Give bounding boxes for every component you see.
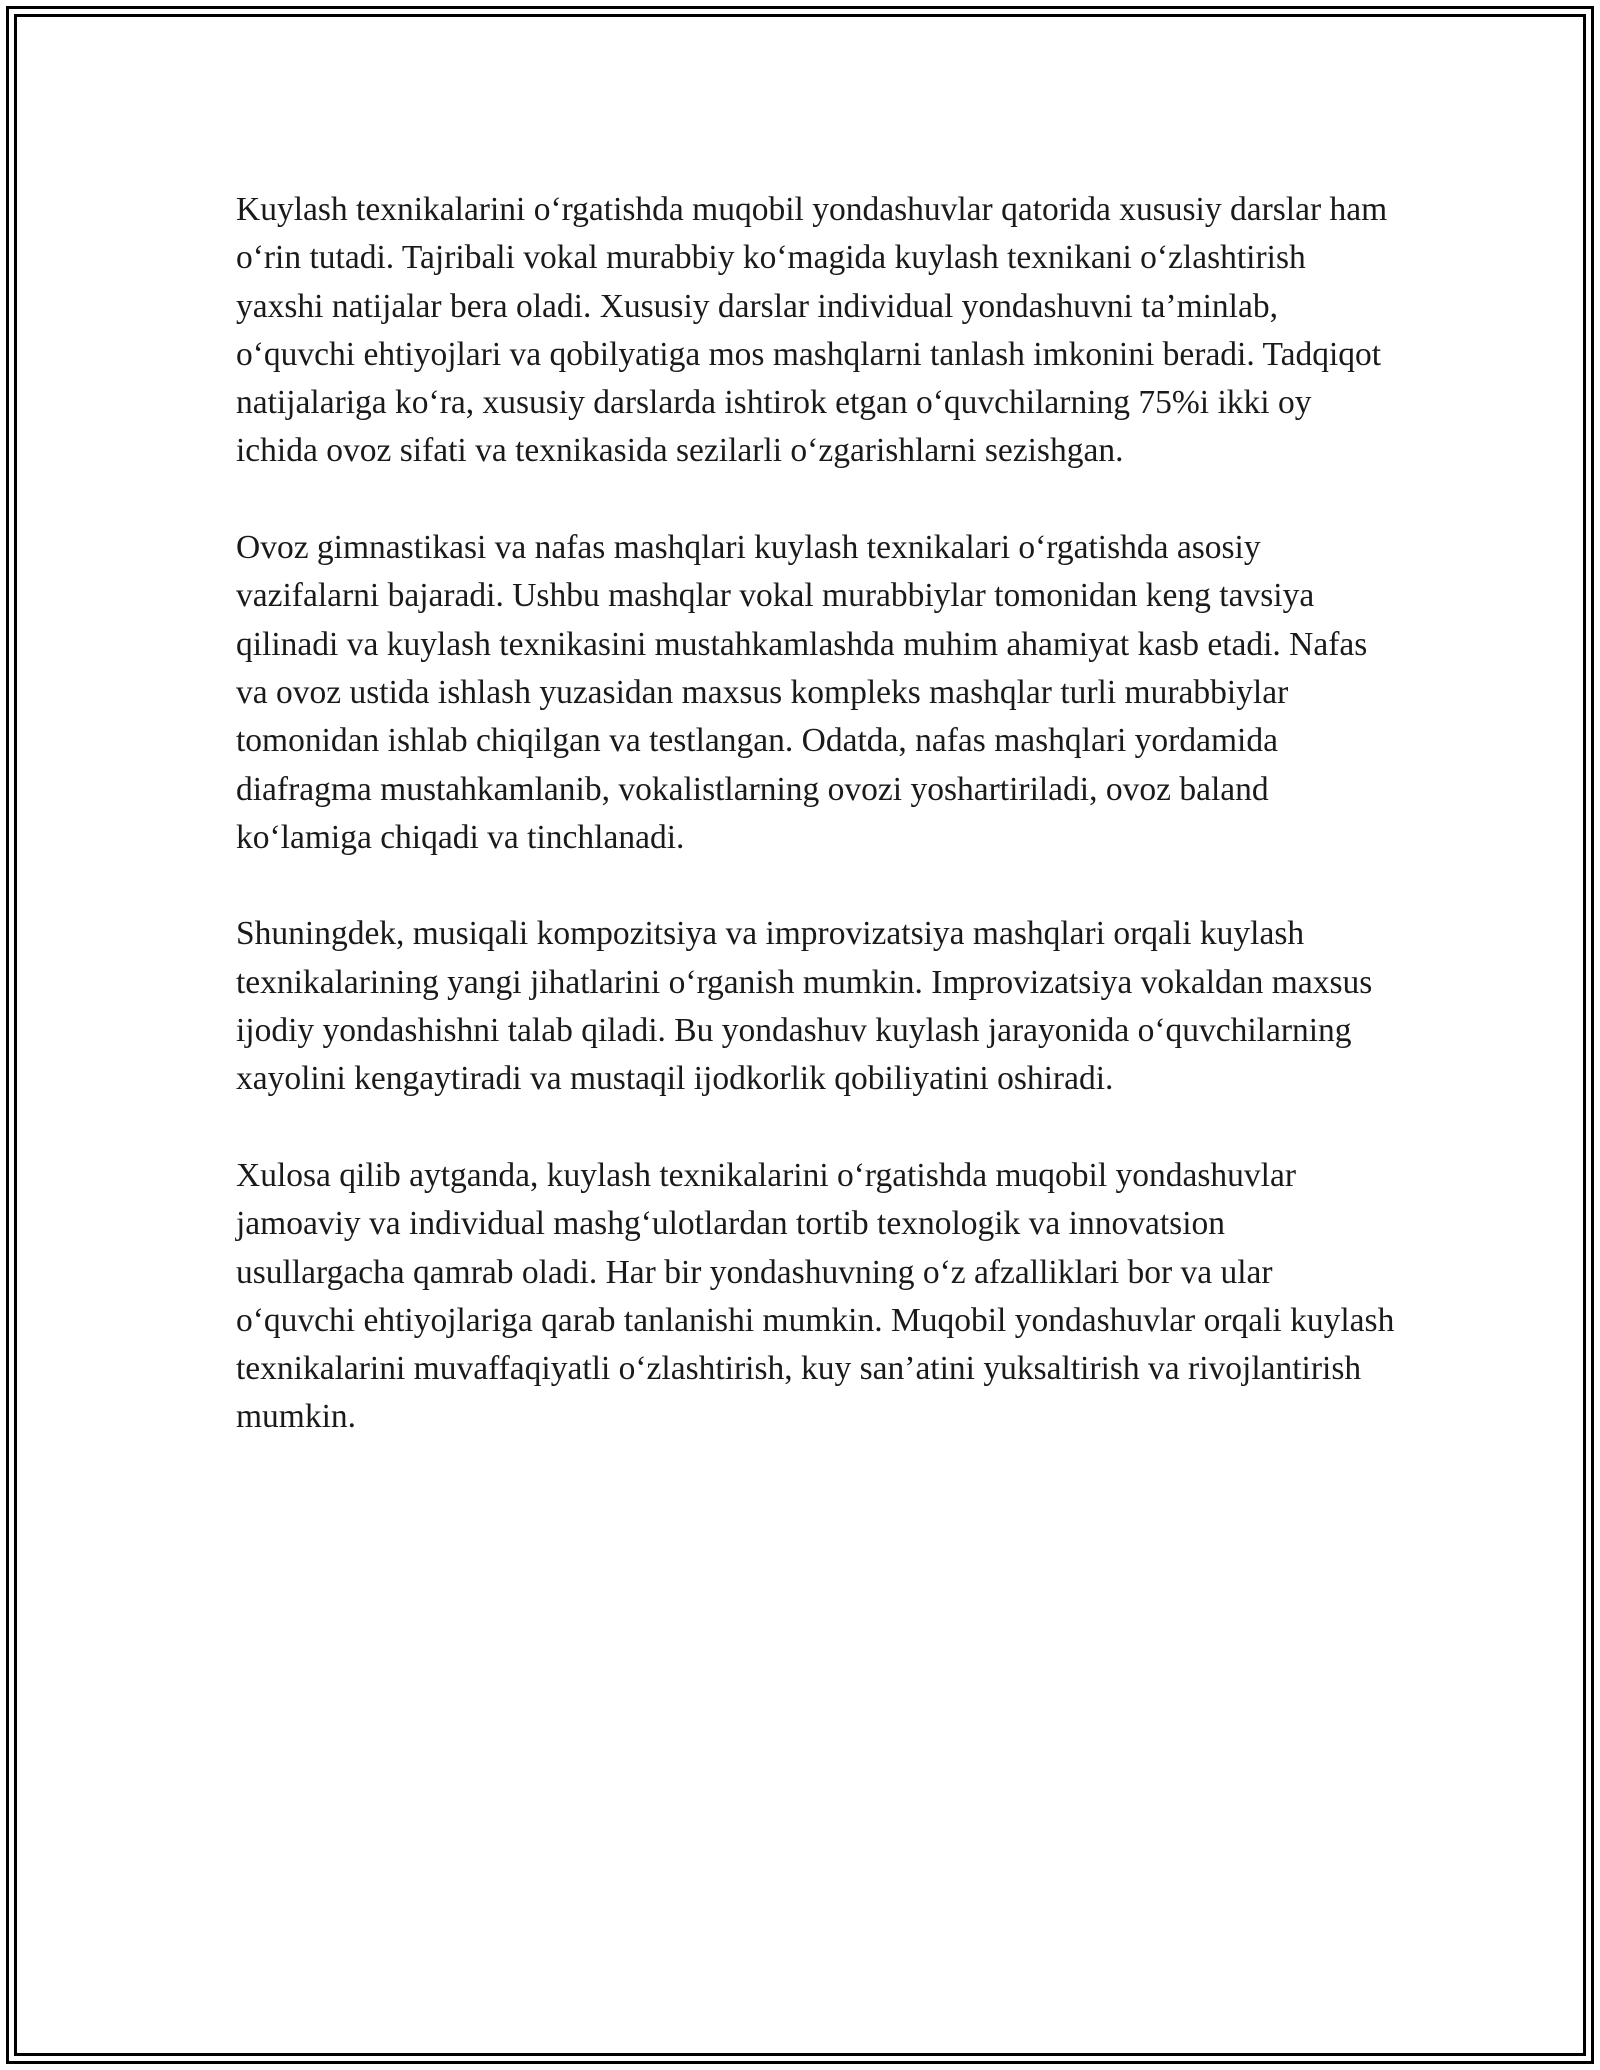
paragraph-breathing-exercises: Ovoz gimnastikasi va nafas mashqlari kuylash texnikalari o‘rgatishda asosiy vazifalarni bajaradi. Ushbu mashqlar vokal murabbiylar tomonidan keng tavsiya qilinadi va kuylash texnikasini mustahkamlashda muhim ahamiyat kasb etadi. Nafas va ovoz ustida ishlash yuzasidan maxsus kompleks mashqlar turli murabbiylar tomonidan ishlab chiqilgan va testlangan. Odatda, nafas mashqlari yordamida diafragma mustahkamlanib, vokalistlarning ovozi yoshartiriladi, ovoz baland ko‘lamiga chiqadi va tinchlanadi.	[236, 529, 1368, 856]
paragraph-improvisation: Shuningdek, musiqali kompozitsiya va improvizatsiya mashqlari orqali kuylash texnikalarining yangi jihatlarini o‘rganish mumkin. Improvizatsiya vokaldan maxsus ijodiy yondashishni talab qiladi. Bu yondashuv kuylash jarayonida o‘quvchilarning xayolini kengaytiradi va mustaqil ijodkorlik qobiliyatini oshiradi.	[236, 915, 1373, 1098]
document-body	[236, 186, 1396, 1490]
paragraph-private-lessons: Kuylash texnikalarini o‘rgatishda muqobil yondashuvlar qatorida xususiy darslar ham o‘rin tutadi. Tajribali vokal murabbiy ko‘magida kuylash texnikani o‘zlashtirish yaxshi natijalar bera oladi. Xususiy darslar individual yondashuvni ta’minlab, o‘quvchi ehtiyojlari va qobilyatiga mos mashqlarni tanlash imkonini beradi. Tadqiqot natijalariga ko‘ra, xususiy darslarda ishtirok etgan o‘quvchilarning 75%i ikki oy ichida ovoz sifati va texnikasida sezilarli o‘zgarishlarni sezishgan.	[236, 191, 1388, 470]
paragraph-conclusion: Xulosa qilib aytganda, kuylash texnikalarini o‘rgatishda muqobil yondashuvlar jamoaviy va individual mashg‘ulotlardan tortib texnologik va innovatsion usullargacha qamrab oladi. Har bir yondashuvning o‘z afzalliklari bor va ular o‘quvchi ehtiyojlariga qarab tanlanishi mumkin. Muqobil yondashuvlar orqali kuylash texnikalarini muvaffaqiyatli o‘zlashtirish, kuy san’atini yuksaltirish va rivojlantirish mumkin.	[236, 1156, 1395, 1436]
